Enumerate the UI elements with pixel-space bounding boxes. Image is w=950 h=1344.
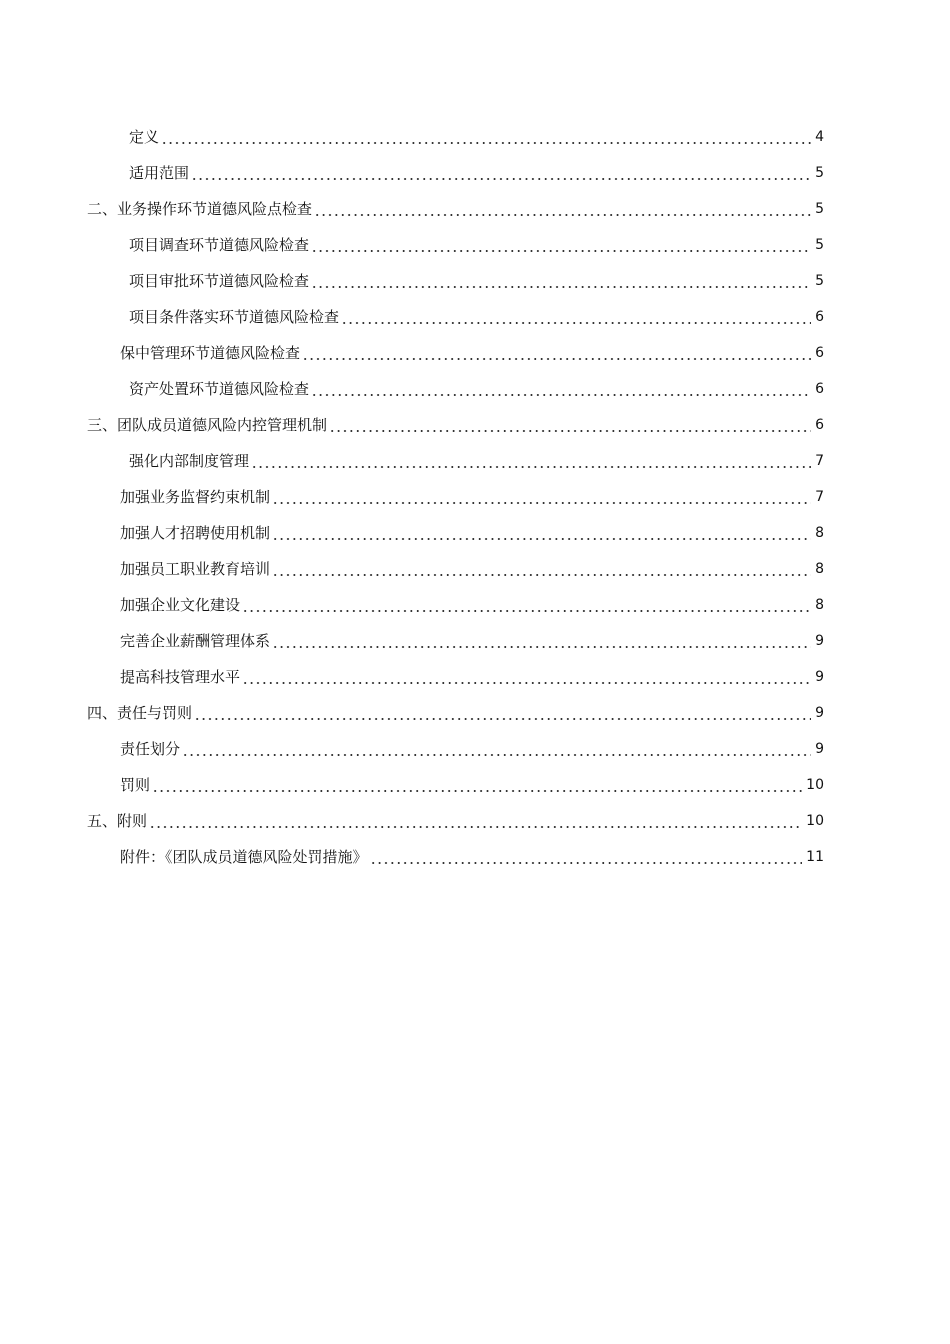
toc-entry[interactable] [0,119,950,155]
toc-entry[interactable] [0,371,950,407]
toc-entry-page: 4 [815,129,824,145]
toc-entry-page: 5 [815,165,824,181]
toc-entry-page: 6 [815,381,824,397]
table-of-contents [0,119,950,875]
toc-entry[interactable] [0,623,950,659]
toc-entry-title: 加强人才招聘使用机制 [120,524,271,542]
toc-entry-title: 附件：《团队成员道德风险处罚措施》 [120,848,368,866]
toc-entry-page: 6 [815,309,824,325]
toc-entry-title: 罚则 [120,776,151,794]
toc-entry-title: 责任划分 [120,740,181,758]
toc-entry-page: 10 [806,777,824,793]
dot-leader [370,839,803,875]
dot-leader [242,587,811,623]
toc-entry-page: 5 [815,273,824,289]
dot-leader [161,119,811,155]
toc-entry-title: 完善企业薪酬管理体系 [120,632,271,650]
toc-entry-page: 7 [815,453,824,469]
toc-entry-title: 加强企业文化建设 [120,596,241,614]
toc-entry-page: 10 [806,813,824,829]
toc-entry-title: 资产处置环节道德风险检查 [129,380,310,398]
toc-entry[interactable] [0,731,950,767]
toc-entry-title: 五、附则 [87,812,148,830]
toc-entry-page: 8 [815,525,824,541]
toc-entry[interactable] [0,227,950,263]
toc-entry-title: 加强业务监督约束机制 [120,488,271,506]
dot-leader [272,479,811,515]
toc-entry[interactable] [0,551,950,587]
toc-entry[interactable] [0,263,950,299]
toc-entry-title: 项目调查环节道德风险检查 [129,236,310,254]
toc-entry-title: 项目审批环节道德风险检查 [129,272,310,290]
toc-entry-page: 9 [815,741,824,757]
toc-entry[interactable] [0,695,950,731]
dot-leader [302,335,811,371]
toc-entry-page: 5 [815,237,824,253]
dot-leader [191,155,811,191]
toc-entry-page: 11 [806,849,824,865]
dot-leader [149,803,802,839]
toc-entry-title: 项目条件落实环节道德风险检查 [129,308,340,326]
toc-entry[interactable] [0,515,950,551]
toc-entry-page: 7 [815,489,824,505]
dot-leader [272,623,811,659]
dot-leader [272,551,811,587]
toc-entry[interactable] [0,767,950,803]
toc-entry-title: 适用范围 [129,164,190,182]
toc-entry[interactable] [0,587,950,623]
toc-entry-page: 9 [815,669,824,685]
toc-entry-page: 8 [815,597,824,613]
toc-entry-page: 8 [815,561,824,577]
toc-entry-title: 强化内部制度管理 [129,452,250,470]
dot-leader [272,515,811,551]
dot-leader [311,263,811,299]
dot-leader [311,371,811,407]
dot-leader [329,407,811,443]
toc-entry-page: 6 [815,417,824,433]
toc-entry[interactable] [0,659,950,695]
toc-entry-page: 9 [815,705,824,721]
dot-leader [182,731,811,767]
toc-entry-title: 二、业务操作环节道德风险点检查 [87,200,313,218]
toc-entry[interactable] [0,479,950,515]
toc-entry[interactable] [0,155,950,191]
toc-entry[interactable] [0,335,950,371]
dot-leader [251,443,811,479]
toc-entry[interactable] [0,299,950,335]
dot-leader [311,227,811,263]
dot-leader [314,191,811,227]
toc-entry[interactable] [0,839,950,875]
toc-entry[interactable] [0,407,950,443]
dot-leader [341,299,811,335]
toc-entry-page: 5 [815,201,824,217]
dot-leader [152,767,802,803]
toc-entry-title: 四、责任与罚则 [87,704,193,722]
toc-entry-title: 加强员工职业教育培训 [120,560,271,578]
toc-entry-title: 定义 [129,128,160,146]
toc-entry-page: 6 [815,345,824,361]
dot-leader [194,695,811,731]
dot-leader [242,659,811,695]
toc-entry[interactable] [0,443,950,479]
toc-entry-title: 保中管理环节道德风险检查 [120,344,301,362]
toc-entry-page: 9 [815,633,824,649]
toc-entry[interactable] [0,191,950,227]
toc-entry[interactable] [0,803,950,839]
toc-entry-title: 提高科技管理水平 [120,668,241,686]
toc-entry-title: 三、团队成员道德风险内控管理机制 [87,416,328,434]
